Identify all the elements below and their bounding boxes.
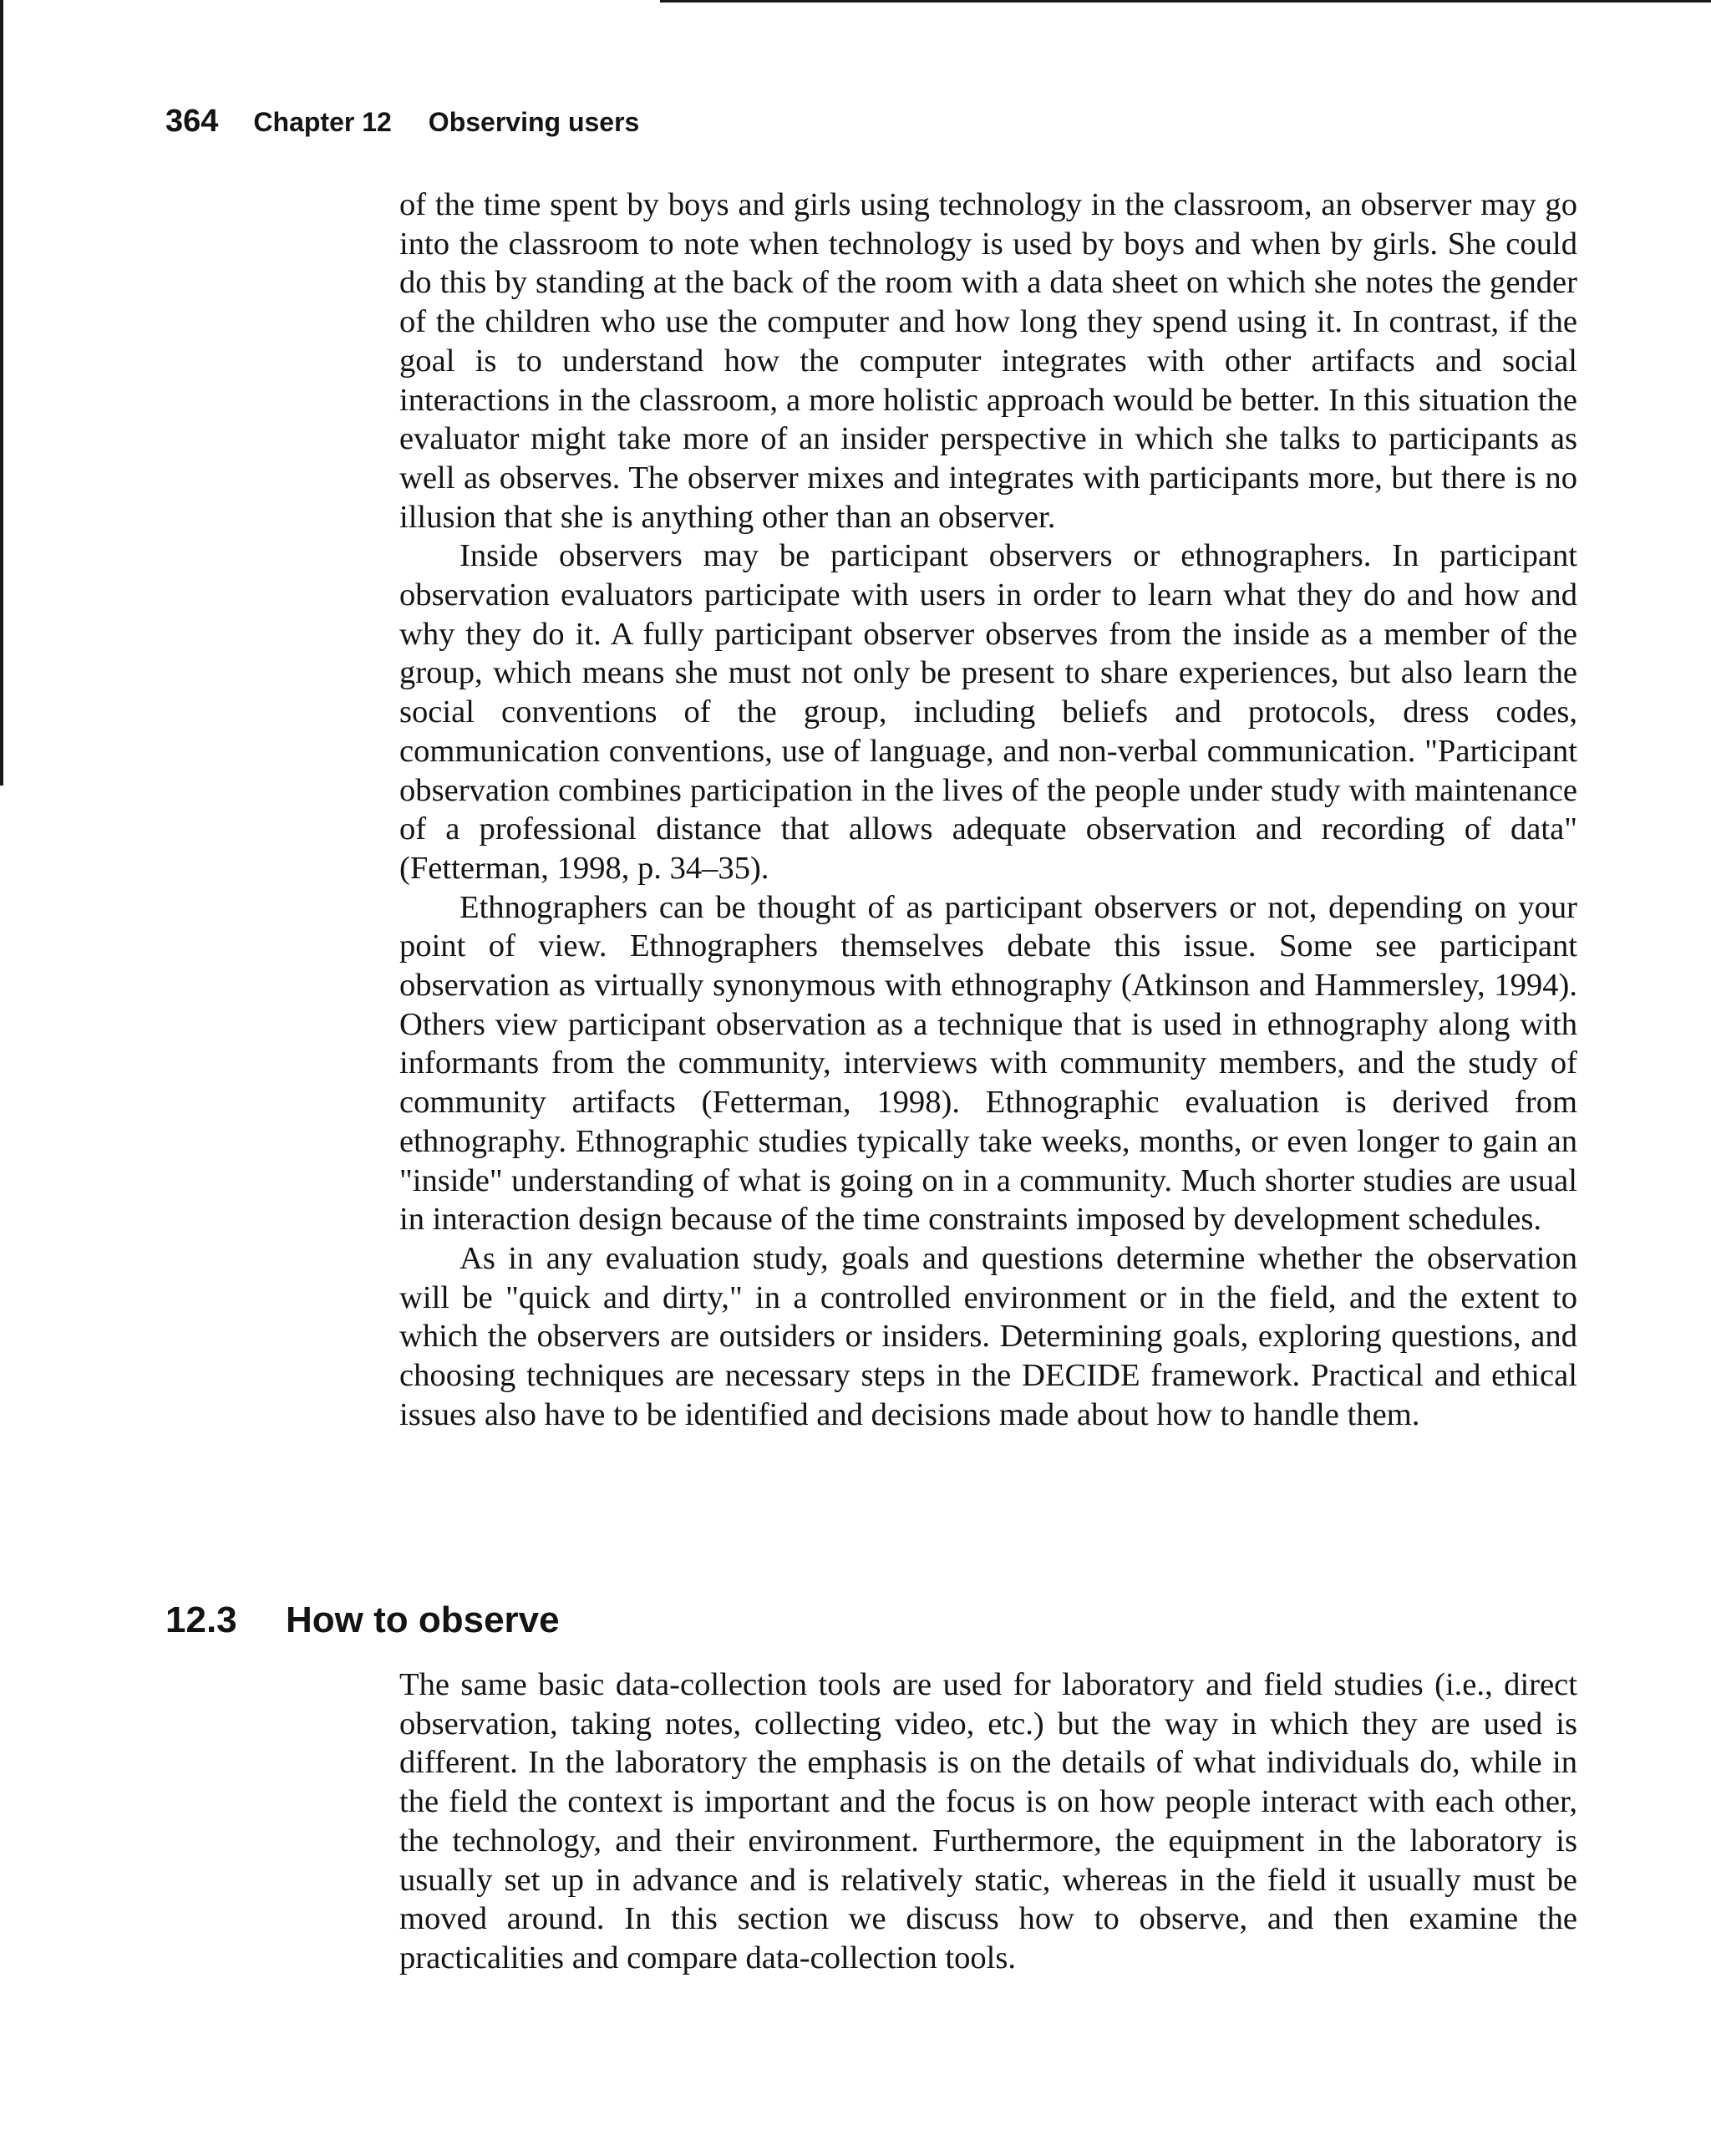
section-heading	[165, 1599, 560, 1650]
paragraph-how-to-observe: The same basic data-collection tools are used for laboratory and field studies (i.e., direct observation, taking notes, collecting video, etc.) but the way in which they are used is different. In the laboratory the emphasis is on the details of what individuals do, while in the field the context is important and the focus is on how people interact with each other, the technology, and their environment. Furthermore, the equipment in the laboratory is usually set up in advance and is relatively static, whereas in the field it usually must be moved around. In this section we discuss how to observe, and then examine the practicalities and compare data-collection tools.	[399, 1667, 1577, 1975]
section-body-text	[399, 1665, 1577, 1978]
section-number: 12.3	[165, 1599, 237, 1640]
page-edge-rule	[0, 0, 3, 786]
page-number: 364	[165, 104, 219, 139]
paragraph-continued: of the time spent by boys and girls using technology in the classroom, an observer may go into the classroom to note when technology is used by boys and when by girls. She could do this by standing at the back of the room with a data sheet on which she notes the gender of the children who use the computer and how long they spend using it. In contrast, if the goal is to understand how the computer integrates with other artifacts and social interactions in the classroom, a more holistic approach would be better. In this situation the evaluator might take more of an insider perspective in which she talks to participants as well as observes. The observer mixes and integrates with participants more, but there is no illusion that she is anything other than an observer.	[399, 187, 1577, 535]
section-title: How to observe	[286, 1599, 560, 1640]
paragraph-participant-observation: Inside observers may be participant observers or ethnographers. In participant observation evaluators participate with users in order to learn what they do and how and why they do it. A fully participant observer observes from the inside as a member of the group, which means she must not only be present to share experiences, but also learn the social conventions of the group, including beliefs and protocols, dress codes, communication conventions, use of language, and non-verbal communication. "Participant observation combines participation in the lives of the people under study with maintenance of a professional distance that allows adequate observation and recording of data" (Fetterman, 1998, p. 34–35).	[399, 538, 1577, 886]
running-head	[165, 104, 639, 147]
chapter-label: Chapter 12	[253, 107, 392, 137]
top-edge-rule	[660, 0, 1711, 3]
paragraph-goals-and-questions: As in any evaluation study, goals and questions determine whether the observation will be "quick and dirty," in a controlled environment or in the field, and the extent to which the observers are outsiders or insiders. Determining goals, exploring questions, and choosing techniques are necessary steps in the DECIDE framework. Practical and ethical issues also have to be identified and decisions made about how to handle them.	[399, 1240, 1577, 1432]
body-text-block	[399, 186, 1577, 1435]
paragraph-ethnographers: Ethnographers can be thought of as participant observers or not, depending on your point of view. Ethnographers themselves debate this issue. Some see participant observation as virtually synonymous with ethnography (Atkinson and Hammersley, 1994). Others view participant observation as a technique that is used in ethnography along with informants from the community, interviews with community members, and the study of community artifacts (Fetterman, 1998). Ethnographic evaluation is derived from ethnography. Ethnographic studies typically take weeks, months, or even longer to gain an "inside" understanding of what is going on in a community. Much shorter studies are usual in interaction design because of the time constraints imposed by development schedules.	[399, 889, 1577, 1238]
chapter-title: Observing users	[428, 107, 640, 137]
